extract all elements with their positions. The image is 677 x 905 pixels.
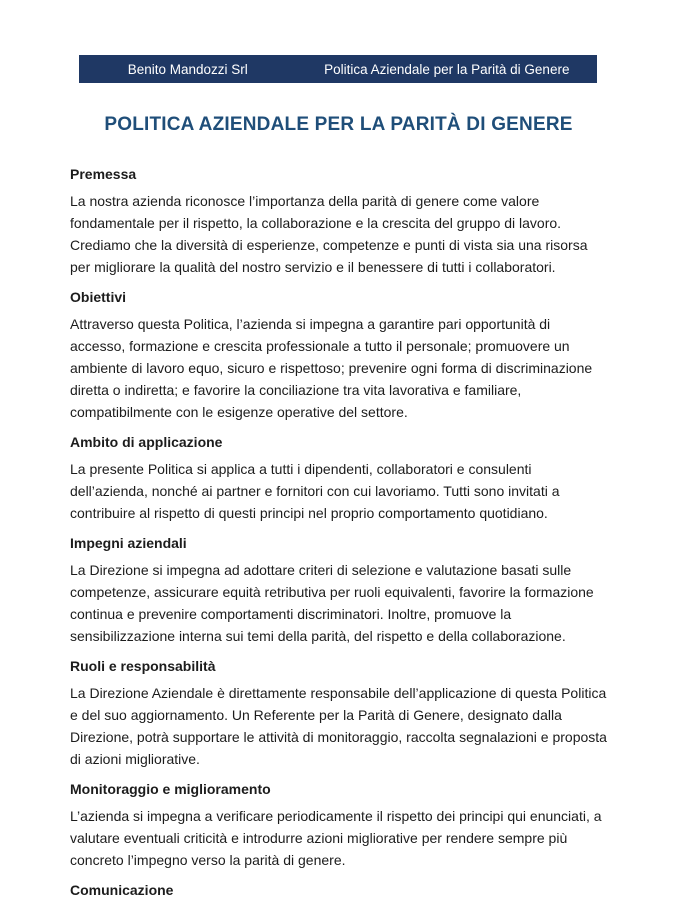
section-heading: Comunicazione xyxy=(70,882,174,898)
header-company-name: Benito Mandozzi Srl xyxy=(127,61,248,77)
section-heading: Ruoli e responsabilità xyxy=(70,658,216,674)
section-paragraph: La Direzione Aziendale è direttamente responsabile dell’applicazione di questa Politica e del suo aggiornamento. Un Referente per la Parità di Genere, designato dalla Direzione, potrà supportare le attività di monitoraggio, raccolta segnalazioni e proposta di azioni migliorative. xyxy=(70,685,607,767)
document-header-bar xyxy=(79,55,597,83)
section-heading: Premessa xyxy=(70,166,137,182)
section-ruoli-e-responsabilita xyxy=(70,655,608,770)
section-paragraph: L’azienda si impegna a verificare periodicamente il rispetto dei principi qui enunciati, a valutare eventuali criticità e introdurre azioni migliorative per rendere sempre più concreto l’impegno verso la parità di genere. xyxy=(70,808,602,868)
section-comunicazione xyxy=(70,879,608,901)
section-obiettivi xyxy=(70,286,608,423)
section-heading: Impegni aziendali xyxy=(70,535,187,551)
section-paragraph: Attraverso questa Politica, l’azienda si impegna a garantire pari opportunità di accesso, formazione e crescita professionale a tutto il personale; promuovere un ambiente di lavoro equo, sicuro e rispettoso; prevenire ogni forma di discriminazione diretta o indiretta; e favorire la conciliazione tra vita lavorativa e familiare, compatibilmente con le esigenze operative del settore. xyxy=(70,316,593,420)
section-ambito-di-applicazione xyxy=(70,431,608,524)
header-document-title: Politica Aziendale per la Parità di Genere xyxy=(324,61,570,77)
section-premessa xyxy=(70,163,608,278)
section-paragraph: La presente Politica si applica a tutti i dipendenti, collaboratori e consulenti dell’azienda, nonché ai partner e fornitori con cui lavoriamo. Tutti sono invitati a contribuire al rispetto di questi principi nel proprio comportamento quotidiano. xyxy=(70,461,560,521)
section-heading: Obiettivi xyxy=(70,289,127,305)
page-title: POLITICA AZIENDALE PER LA PARITÀ DI GENERE xyxy=(104,114,573,135)
section-paragraph: La Direzione si impegna ad adottare criteri di selezione e valutazione basati sulle competenze, assicurare equità retributiva per ruoli equivalenti, favorire la formazione continua e prevenire comportamenti discriminatori. Inoltre, promuove la sensibilizzazione interna sui temi della parità, del rispetto e della collaborazione. xyxy=(70,562,594,644)
section-impegni-aziendali xyxy=(70,532,608,647)
section-paragraph: La nostra azienda riconosce l’importanza della parità di genere come valore fondamentale per il rispetto, la collaborazione e la crescita del gruppo di lavoro. Crediamo che la diversità di esperienze, competenze e punti di vista sia una risorsa per migliorare la qualità del nostro servizio e il benessere di tutti i collaboratori. xyxy=(70,193,588,275)
section-heading: Monitoraggio e miglioramento xyxy=(70,781,271,797)
section-heading: Ambito di applicazione xyxy=(70,434,223,450)
document-body xyxy=(0,163,677,901)
section-monitoraggio-e-miglioramento xyxy=(70,778,608,871)
